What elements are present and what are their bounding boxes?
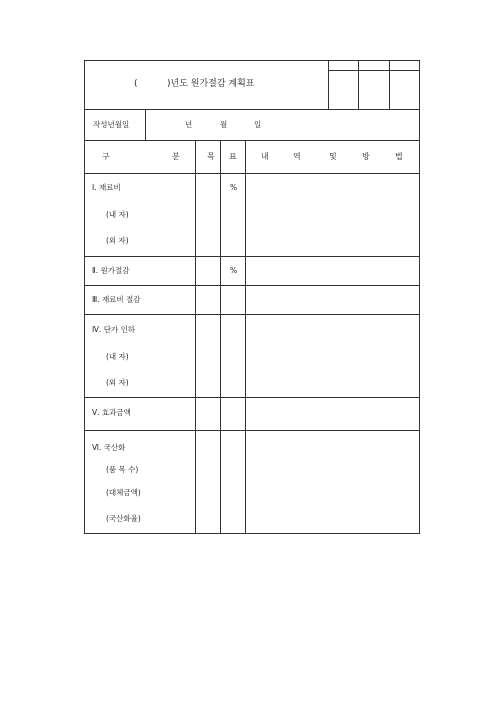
date-input-area[interactable] bbox=[146, 110, 420, 140]
header-bang: 방 bbox=[362, 152, 370, 161]
header-mit: 및 bbox=[329, 152, 337, 161]
section-1-title: Ⅰ. 재료비 bbox=[92, 183, 121, 192]
section-1-target-cell[interactable] bbox=[196, 174, 244, 256]
section-6-title: Ⅵ. 국산화 bbox=[92, 443, 126, 452]
section-2-title: Ⅱ. 원가절감 bbox=[92, 266, 130, 275]
approval-box-1[interactable] bbox=[329, 71, 358, 109]
section-6-sub-item-count: (품 목 수) bbox=[106, 465, 139, 474]
section-2-target-cell[interactable] bbox=[196, 257, 244, 285]
section-2-percent: % bbox=[230, 266, 238, 275]
section-1-percent: % bbox=[230, 183, 238, 192]
page-title: )년도 원가절감 계획표 bbox=[167, 79, 255, 89]
section-2-detail-cell[interactable] bbox=[246, 257, 420, 285]
section-3-detail-cell[interactable] bbox=[246, 286, 420, 314]
section-6-target-cell[interactable] bbox=[196, 431, 244, 533]
header-mok: 목 bbox=[207, 152, 215, 161]
section-5-target-cell[interactable] bbox=[196, 398, 244, 430]
section-6-detail-cell[interactable] bbox=[246, 431, 420, 533]
section-4-title: Ⅳ. 단가 인하 bbox=[92, 325, 136, 334]
date-bottom-line bbox=[84, 140, 420, 141]
header-beop: 법 bbox=[395, 152, 403, 161]
header-bun: 분 bbox=[172, 152, 180, 161]
header-nae: 내 bbox=[261, 152, 269, 161]
cost-reduction-plan-form bbox=[84, 60, 420, 534]
section-1-sub-domestic: (내 자) bbox=[106, 210, 129, 219]
section-6-sub-replacement-amount: (대체금액) bbox=[106, 488, 141, 497]
section-3-title: Ⅲ. 재료비 절감 bbox=[92, 295, 141, 304]
section-6-sub-localization-rate: (국산화율) bbox=[106, 514, 141, 523]
section-4-detail-cell[interactable] bbox=[246, 315, 420, 397]
section-1-sub-foreign: (외 자) bbox=[106, 236, 129, 245]
section-3-target-cell[interactable] bbox=[196, 286, 244, 314]
section-4-sub-domestic: (내 자) bbox=[106, 352, 129, 361]
date-label: 작성년월일 bbox=[93, 120, 130, 129]
date-year-label: 년 bbox=[185, 120, 193, 129]
section-4-sub-foreign: (외 자) bbox=[106, 378, 129, 387]
section-1-detail-cell[interactable] bbox=[246, 174, 420, 256]
header-gu: 구 bbox=[102, 152, 110, 161]
header-yeok: 역 bbox=[293, 152, 301, 161]
date-month-label: 월 bbox=[220, 120, 228, 129]
section-4-target-cell[interactable] bbox=[196, 315, 244, 397]
date-day-label: 일 bbox=[254, 120, 262, 129]
title-open-paren: ( bbox=[134, 79, 138, 89]
section-5-title: Ⅴ. 효과금액 bbox=[92, 408, 131, 417]
approval-box-3[interactable] bbox=[390, 71, 420, 109]
header-pyo: 표 bbox=[229, 152, 237, 161]
section-5-detail-cell[interactable] bbox=[246, 398, 420, 430]
approval-box-2[interactable] bbox=[359, 71, 389, 109]
